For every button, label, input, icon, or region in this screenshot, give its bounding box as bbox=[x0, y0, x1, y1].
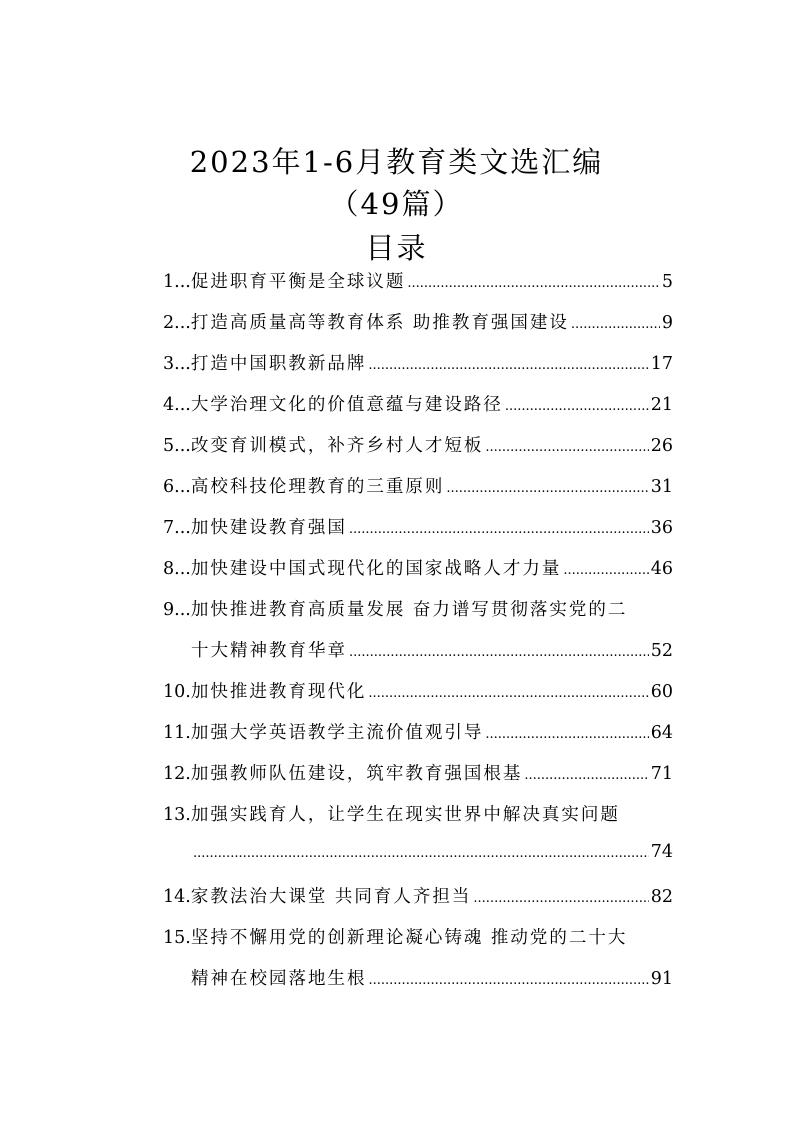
toc-dot-leader bbox=[368, 686, 648, 701]
toc-entry-number: 13. bbox=[163, 805, 191, 825]
toc-dot-leader bbox=[524, 768, 648, 783]
toc-entry-title: 大学治理文化的价值意蕴与建设路径 bbox=[190, 395, 503, 415]
toc-dot-leader bbox=[368, 358, 648, 373]
toc-entry-number: 3... bbox=[163, 354, 191, 374]
toc-entry[interactable] bbox=[163, 678, 673, 719]
toc-entry-number: 5... bbox=[163, 436, 191, 456]
toc-entry[interactable] bbox=[163, 596, 673, 637]
toc-entry[interactable] bbox=[163, 432, 673, 473]
toc-entry-number: 6... bbox=[163, 477, 191, 497]
toc-entry-number: 4... bbox=[163, 395, 191, 415]
toc-dot-leader bbox=[563, 563, 648, 578]
toc-dot-leader bbox=[571, 317, 660, 332]
toc-entry-title: 加快建设中国式现代化的国家战略人才力量 bbox=[190, 559, 562, 579]
toc-dot-leader bbox=[446, 481, 648, 496]
toc-dot-leader bbox=[369, 973, 649, 988]
toc-dot-leader bbox=[349, 645, 649, 660]
toc-entry[interactable] bbox=[163, 473, 673, 514]
toc-entry[interactable] bbox=[163, 268, 673, 309]
toc-entry-title: 坚持不懈用党的创新理论凝心铸魂 推动党的二十大 bbox=[190, 928, 628, 948]
toc-dot-leader bbox=[505, 399, 649, 414]
toc-entry-number: 1... bbox=[163, 272, 191, 292]
toc-entry[interactable] bbox=[163, 350, 673, 391]
toc-entry-page: 60 bbox=[650, 682, 673, 702]
toc-dot-leader bbox=[193, 846, 649, 861]
toc-entry-title: 加快推进教育现代化 bbox=[190, 682, 367, 702]
toc-entry-number: 7... bbox=[163, 518, 191, 538]
toc-entry-continuation[interactable] bbox=[163, 965, 673, 1006]
toc-entry-title: 加快推进教育高质量发展 奋力谱写贯彻落实党的二 bbox=[190, 600, 628, 620]
toc-entry-title: 加强实践育人，让学生在现实世界中解决真实问题 bbox=[190, 805, 620, 825]
toc-entry-page: 26 bbox=[650, 436, 673, 456]
toc-dot-leader bbox=[485, 440, 648, 455]
toc-entry-title-continued: 精神在校园落地生根 bbox=[191, 969, 367, 989]
toc-dot-leader bbox=[473, 891, 648, 906]
toc-entry-page: 91 bbox=[650, 969, 673, 989]
toc-entry[interactable] bbox=[163, 760, 673, 801]
toc-entry-page: 64 bbox=[650, 723, 673, 743]
toc-entry-page: 5 bbox=[661, 272, 673, 292]
toc-entry[interactable] bbox=[163, 924, 673, 965]
toc-entry-page: 9 bbox=[661, 313, 673, 333]
toc-entry-title-continued: 十大精神教育华章 bbox=[191, 641, 347, 661]
toc-entry[interactable] bbox=[163, 514, 673, 555]
document-subtitle-count: （49篇） bbox=[329, 187, 464, 221]
toc-entry-title: 加强教师队伍建设，筑牢教育强国根基 bbox=[190, 764, 523, 784]
toc-entry-continuation[interactable] bbox=[163, 637, 673, 678]
toc-entry-title: 改变育训模式，补齐乡村人才短板 bbox=[190, 436, 484, 456]
toc-entry-number: 11. bbox=[163, 723, 191, 743]
toc-entry-title: 加强大学英语教学主流价值观引导 bbox=[190, 723, 484, 743]
toc-entry[interactable] bbox=[163, 391, 673, 432]
toc-entry[interactable] bbox=[163, 719, 673, 760]
toc-entry-continuation[interactable] bbox=[163, 842, 673, 883]
toc-entry[interactable] bbox=[163, 555, 673, 596]
toc-entry-page: 17 bbox=[650, 354, 673, 374]
toc-entry-number: 8... bbox=[163, 559, 191, 579]
toc-dot-leader bbox=[407, 276, 660, 291]
toc-entry-number: 9... bbox=[163, 600, 191, 620]
table-of-contents bbox=[163, 268, 673, 1006]
toc-entry-page: 46 bbox=[650, 559, 673, 579]
toc-entry-number: 10. bbox=[163, 682, 191, 702]
toc-entry-page: 74 bbox=[650, 842, 673, 862]
toc-entry[interactable] bbox=[163, 309, 673, 350]
toc-dot-leader bbox=[485, 727, 648, 742]
toc-entry-title: 家教法治大课堂 共同育人齐担当 bbox=[190, 887, 472, 907]
toc-entry-title: 加快建设教育强国 bbox=[190, 518, 347, 538]
toc-entry-title: 打造高质量高等教育体系 助推教育强国建设 bbox=[190, 313, 569, 333]
toc-entry-page: 71 bbox=[650, 764, 673, 784]
toc-entry[interactable] bbox=[163, 801, 673, 842]
toc-entry-page: 21 bbox=[650, 395, 673, 415]
toc-entry-number: 15. bbox=[163, 928, 191, 948]
toc-entry-title: 高校科技伦理教育的三重原则 bbox=[190, 477, 445, 497]
toc-entry-title: 促进职育平衡是全球议题 bbox=[190, 272, 406, 292]
toc-heading: 目录 bbox=[365, 231, 428, 265]
toc-entry-number: 14. bbox=[163, 887, 191, 907]
toc-entry-title: 打造中国职教新品牌 bbox=[190, 354, 367, 374]
toc-entry[interactable] bbox=[163, 883, 673, 924]
toc-entry-page: 52 bbox=[650, 641, 673, 661]
toc-entry-number: 2... bbox=[163, 313, 191, 333]
toc-entry-number: 12. bbox=[163, 764, 191, 784]
document-title: 2023年1-6月教育类文选汇编 bbox=[189, 145, 604, 179]
toc-dot-leader bbox=[349, 522, 649, 537]
toc-entry-page: 36 bbox=[650, 518, 673, 538]
toc-entry-page: 31 bbox=[650, 477, 673, 497]
toc-entry-page: 82 bbox=[650, 887, 673, 907]
